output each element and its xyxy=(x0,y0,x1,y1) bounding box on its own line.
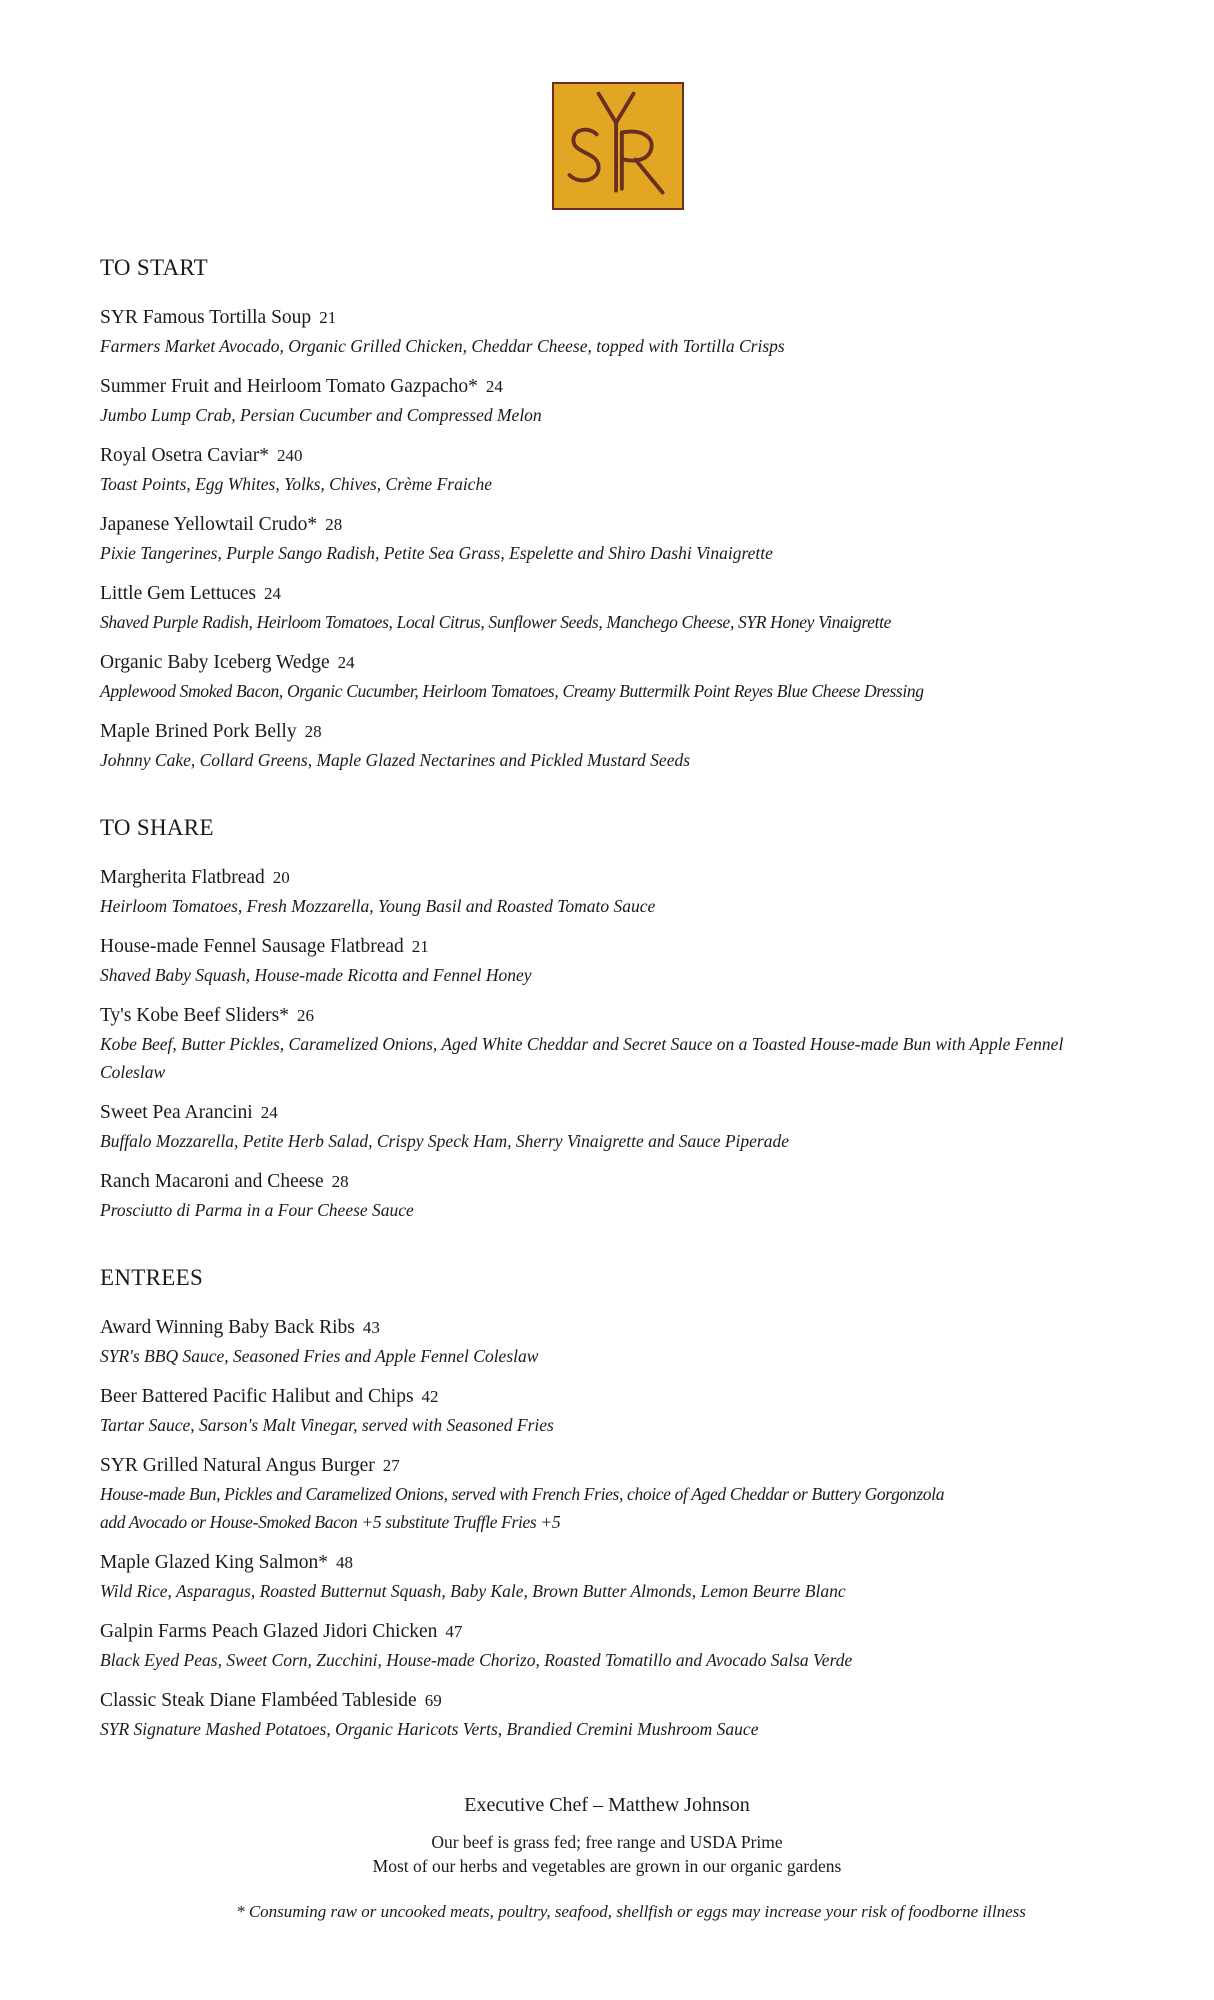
item-description: Black Eyed Peas, Sweet Corn, Zucchini, House-made Chorizo, Roasted Tomatillo and Avocado Salsa Verde xyxy=(100,1650,853,1670)
item-price: 48 xyxy=(336,1553,353,1572)
item-price: 20 xyxy=(272,868,290,887)
menu-item xyxy=(100,1383,1130,1439)
item-name: Little Gem Lettuces xyxy=(100,583,256,604)
item-name: Sweet Pea Arancini xyxy=(100,1102,253,1123)
menu-item xyxy=(100,718,1130,774)
item-price: 24 xyxy=(263,584,281,603)
garden-note: Most of our herbs and vegetables are grown in our organic gardens xyxy=(372,1856,842,1876)
syr-monogram-icon xyxy=(554,84,682,208)
beef-note: Our beef is grass fed; free range and USDA Prime xyxy=(431,1832,783,1852)
item-price: 240 xyxy=(276,446,303,465)
menu-item xyxy=(100,1314,1130,1370)
item-description: Johnny Cake, Collard Greens, Maple Glazed Nectarines and Pickled Mustard Seeds xyxy=(100,750,691,770)
item-price: 27 xyxy=(382,1456,400,1475)
menu-item xyxy=(100,1452,1130,1536)
item-name: Galpin Farms Peach Glazed Jidori Chicken xyxy=(100,1621,438,1642)
item-name: Maple Brined Pork Belly xyxy=(100,721,297,742)
menu-item xyxy=(100,1168,1130,1224)
item-price: 42 xyxy=(421,1387,439,1406)
item-name: Organic Baby Iceberg Wedge xyxy=(100,652,330,673)
item-price: 28 xyxy=(325,515,343,534)
item-name: Maple Glazed King Salmon* xyxy=(100,1552,328,1573)
item-name: House-made Fennel Sausage Flatbread xyxy=(100,936,404,957)
item-price: 69 xyxy=(424,1691,442,1710)
menu-item xyxy=(100,1002,1130,1086)
item-price: 24 xyxy=(260,1103,278,1122)
item-price: 26 xyxy=(297,1006,314,1025)
item-description: Shaved Baby Squash, House-made Ricotta and Fennel Honey xyxy=(100,965,532,985)
item-name: SYR Grilled Natural Angus Burger xyxy=(100,1455,375,1476)
item-description: SYR Signature Mashed Potatoes, Organic Haricots Verts, Brandied Cremini Mushroom Sauce xyxy=(100,1719,759,1739)
item-description: Farmers Market Avocado, Organic Grilled Chicken, Cheddar Cheese, topped with Tortilla Crisps xyxy=(100,336,785,356)
item-description: SYR's BBQ Sauce, Seasoned Fries and Apple Fennel Coleslaw xyxy=(100,1346,539,1366)
item-description: House-made Bun, Pickles and Caramelized Onions, served with French Fries, choice of Aged Cheddar or Buttery Gorgonzola xyxy=(100,1484,945,1504)
item-description: Toast Points, Egg Whites, Yolks, Chives, Crème Fraiche xyxy=(100,474,492,494)
menu-item xyxy=(100,1099,1130,1155)
item-description: Prosciutto di Parma in a Four Cheese Sauce xyxy=(100,1200,414,1220)
section-to-share xyxy=(100,814,1130,1224)
menu-item xyxy=(100,511,1130,567)
health-warning: * Consuming raw or uncooked meats, poultry, seafood, shellfish or eggs may increase your risk of foodborne illness xyxy=(236,1902,1026,1921)
menu-item xyxy=(100,933,1130,989)
item-description: Buffalo Mozzarella, Petite Herb Salad, Crispy Speck Ham, Sherry Vinaigrette and Sauce Piperade xyxy=(100,1131,790,1151)
menu-item xyxy=(100,1687,1130,1743)
section-title: TO SHARE xyxy=(100,815,214,840)
item-name: Margherita Flatbread xyxy=(100,867,265,888)
item-name: Summer Fruit and Heirloom Tomato Gazpacho* xyxy=(100,376,478,397)
item-price: 43 xyxy=(362,1318,380,1337)
item-name: Beer Battered Pacific Halibut and Chips xyxy=(100,1386,414,1407)
item-price: 24 xyxy=(485,377,503,396)
item-name: Royal Osetra Caviar* xyxy=(100,445,269,466)
item-description: Tartar Sauce, Sarson's Malt Vinegar, served with Seasoned Fries xyxy=(100,1415,554,1435)
item-description: Applewood Smoked Bacon, Organic Cucumber, Heirloom Tomatoes, Creamy Buttermilk Point Reyes Blue Cheese Dressing xyxy=(100,681,924,701)
item-description: Pixie Tangerines, Purple Sango Radish, Petite Sea Grass, Espelette and Shiro Dashi Vinaigrette xyxy=(100,543,773,563)
item-description: Kobe Beef, Butter Pickles, Caramelized Onions, Aged White Cheddar and Secret Sauce on a Toasted House-made Bun with Apple Fennel Coleslaw xyxy=(100,1034,1064,1082)
item-name: Ranch Macaroni and Cheese xyxy=(100,1171,324,1192)
item-price: 28 xyxy=(331,1172,349,1191)
item-name: Japanese Yellowtail Crudo* xyxy=(100,514,318,535)
executive-chef: Executive Chef – Matthew Johnson xyxy=(464,1794,750,1816)
section-entrees xyxy=(100,1264,1130,1743)
item-price: 21 xyxy=(411,937,429,956)
item-description: Shaved Purple Radish, Heirloom Tomatoes, Local Citrus, Sunflower Seeds, Manchego Cheese, SYR Honey Vinaigrette xyxy=(100,612,892,632)
item-description: Jumbo Lump Crab, Persian Cucumber and Compressed Melon xyxy=(100,405,542,425)
item-price: 47 xyxy=(445,1622,463,1641)
section-title: ENTREES xyxy=(100,1265,204,1290)
item-price: 21 xyxy=(319,308,337,327)
menu-item xyxy=(100,442,1130,498)
menu-item xyxy=(100,304,1130,360)
item-price: 28 xyxy=(304,722,322,741)
item-description: Heirloom Tomatoes, Fresh Mozzarella, Young Basil and Roasted Tomato Sauce xyxy=(100,896,656,916)
item-name: Classic Steak Diane Flambéed Tableside xyxy=(100,1690,417,1711)
menu-body xyxy=(100,254,1130,1783)
menu-item xyxy=(100,1618,1130,1674)
menu-item xyxy=(100,864,1130,920)
item-name: SYR Famous Tortilla Soup xyxy=(100,307,312,328)
menu-item xyxy=(100,373,1130,429)
item-description: Wild Rice, Asparagus, Roasted Butternut Squash, Baby Kale, Brown Butter Almonds, Lemon Beurre Blanc xyxy=(100,1581,846,1601)
item-name: Ty's Kobe Beef Sliders* xyxy=(100,1005,289,1026)
section-to-start xyxy=(100,254,1130,774)
menu-item xyxy=(100,580,1130,636)
syr-logo xyxy=(552,82,684,210)
menu-item xyxy=(100,649,1130,705)
section-title: TO START xyxy=(100,255,209,280)
item-name: Award Winning Baby Back Ribs xyxy=(100,1317,355,1338)
menu-item xyxy=(100,1549,1130,1605)
item-price: 24 xyxy=(337,653,355,672)
item-description-addons: add Avocado or House-Smoked Bacon +5 substitute Truffle Fries +5 xyxy=(100,1512,561,1532)
